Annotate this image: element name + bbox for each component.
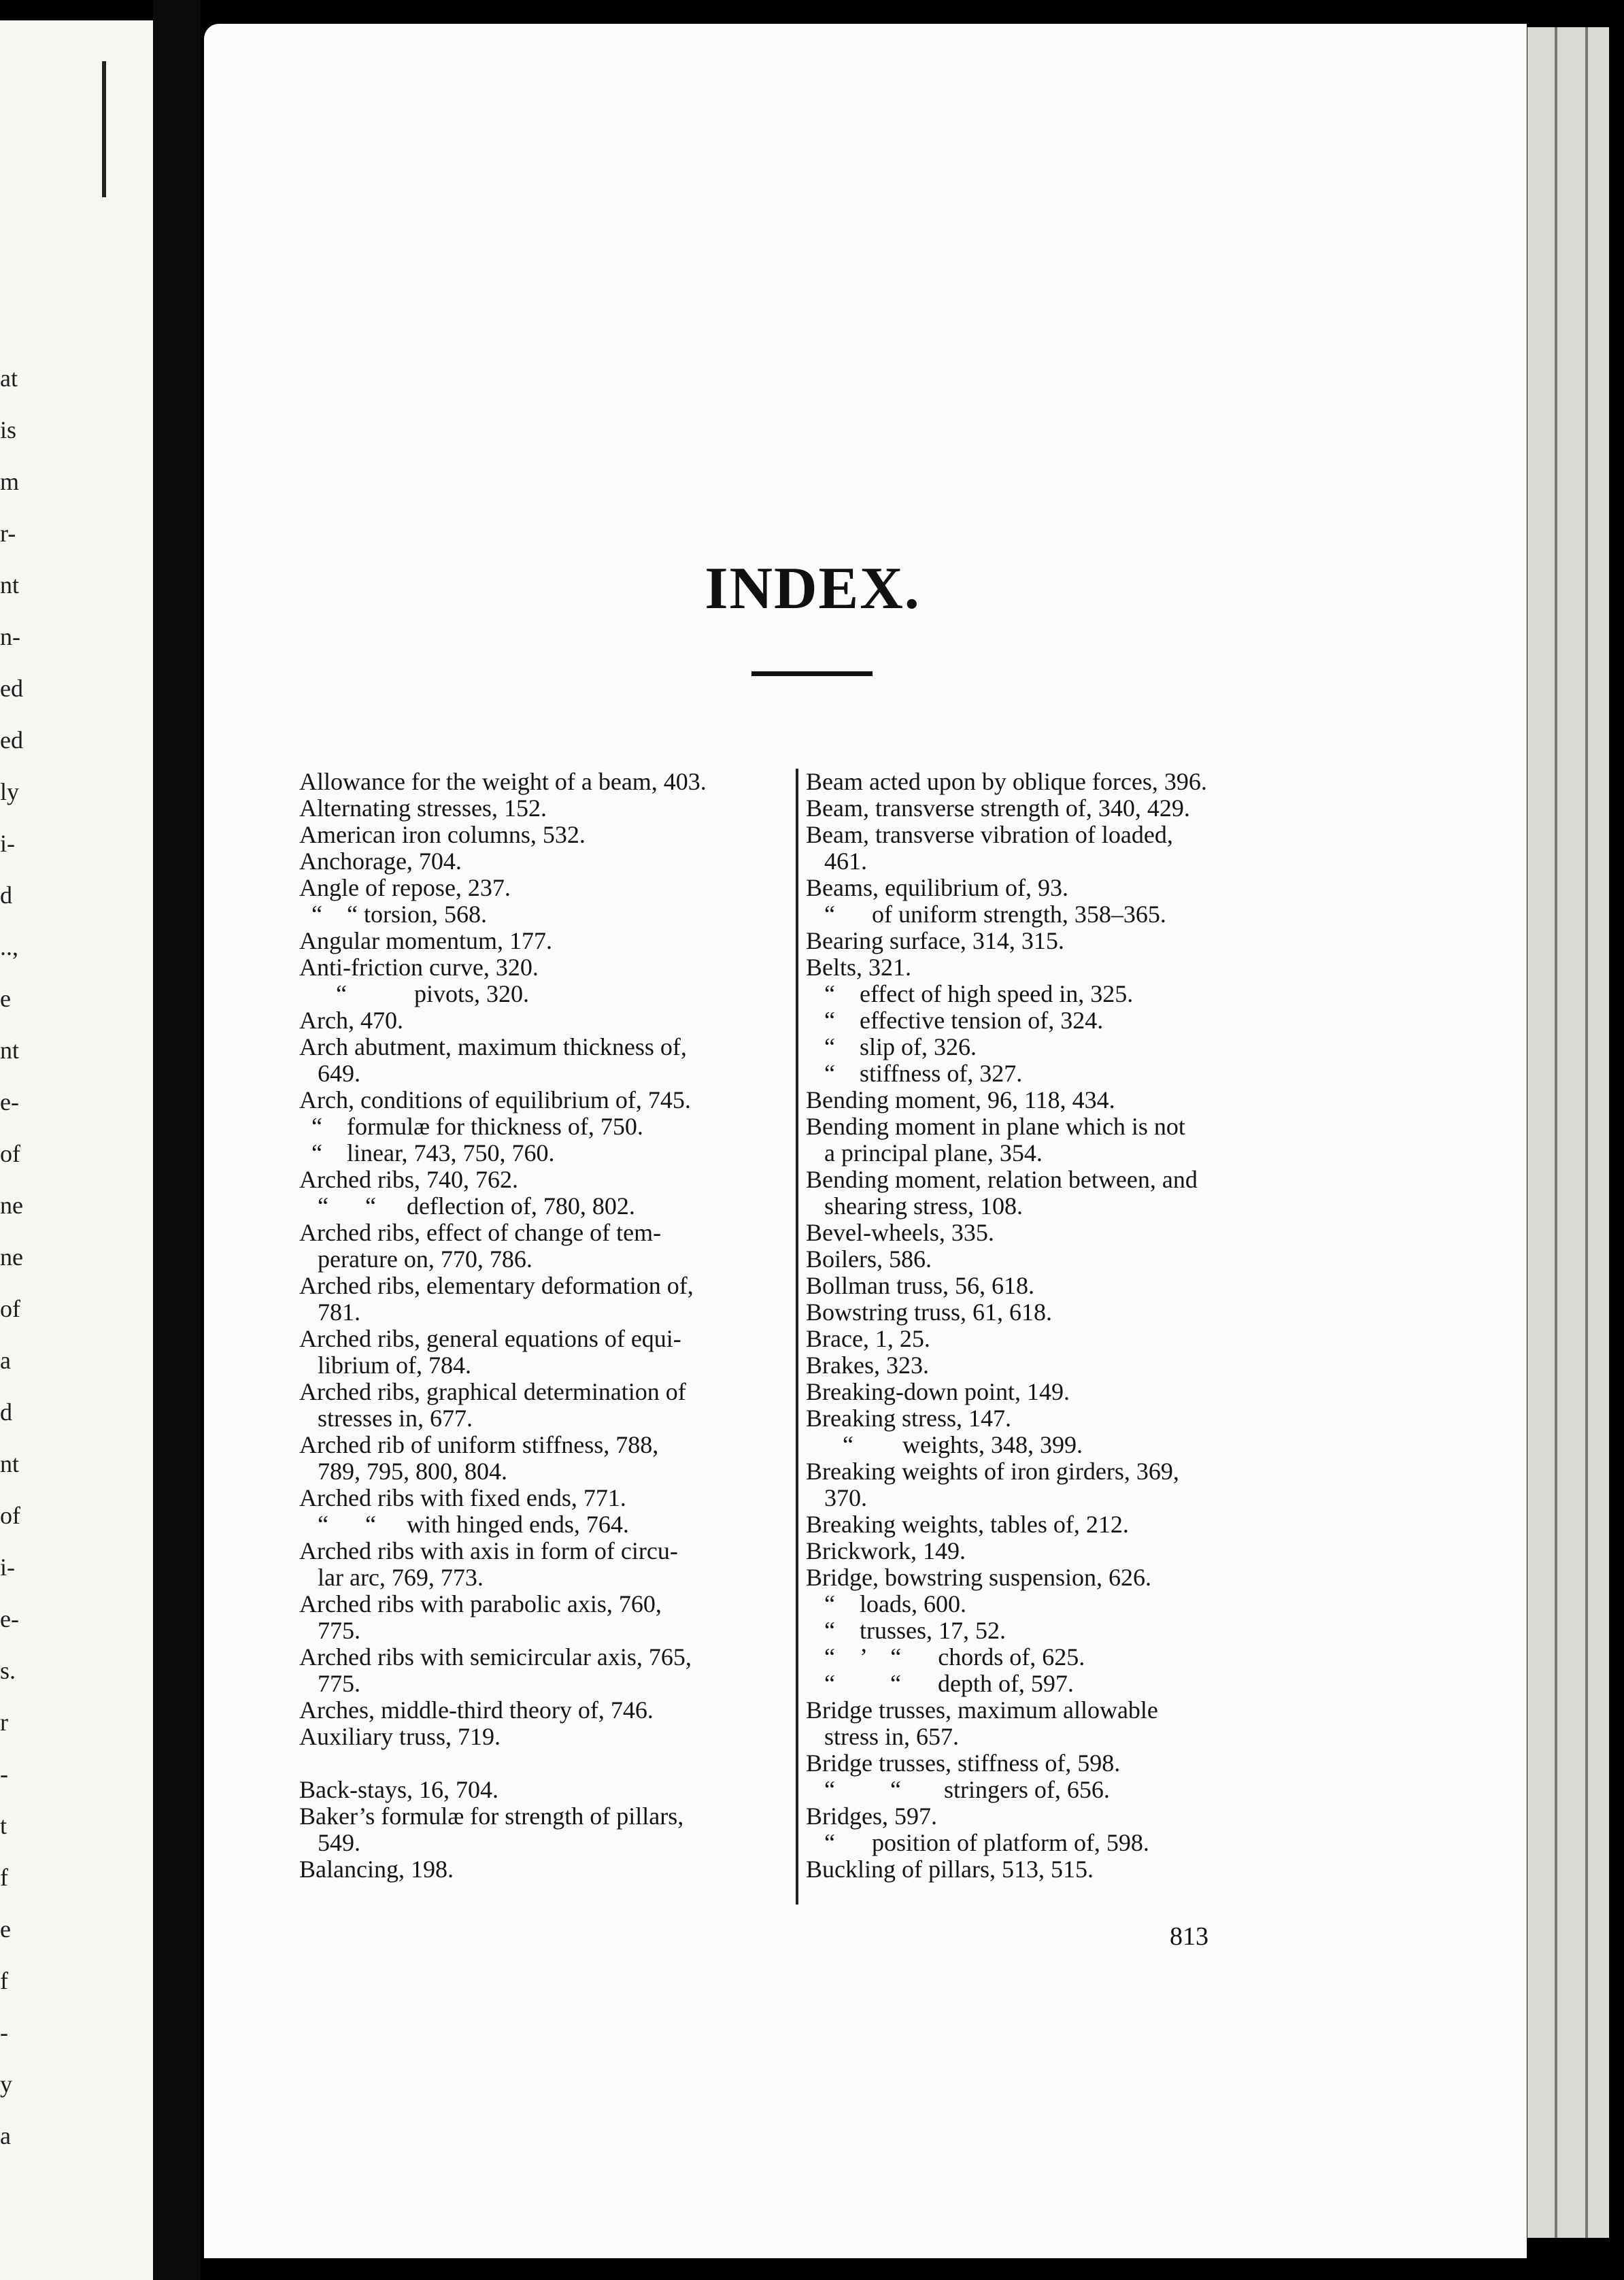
index-entry: Arched ribs with semicircular axis, 765, <box>299 1643 692 1671</box>
facing-page-fragment: ed <box>0 675 23 702</box>
page-stack-edge <box>1523 27 1609 2238</box>
index-entry: Brace, 1, 25. <box>806 1325 930 1352</box>
facing-page-fragment: of <box>0 1502 20 1529</box>
page-number: 813 <box>1170 1922 1208 1951</box>
facing-page-fragment: of <box>0 1140 20 1167</box>
index-entry: Breaking weights of iron girders, 369, <box>806 1458 1179 1485</box>
index-entry: librium of, 784. <box>299 1352 471 1379</box>
facing-page-fragment: i- <box>0 830 15 857</box>
index-column-right <box>806 769 1513 1883</box>
column-divider <box>796 769 798 1905</box>
facing-page-fragment: e- <box>0 1605 19 1632</box>
index-entry: 649. <box>299 1060 360 1087</box>
index-entry: Arched ribs, elementary deformation of, <box>299 1272 694 1299</box>
index-entry: Arch, 470. <box>299 1007 403 1034</box>
index-entry: Arched rib of uniform stiffness, 788, <box>299 1431 659 1458</box>
index-entry: “ ’ “ chords of, 625. <box>806 1643 1085 1671</box>
index-entry: Beam, transverse strength of, 340, 429. <box>806 794 1190 822</box>
page-stack-line <box>1585 27 1588 2238</box>
index-entry: Bridges, 597. <box>806 1803 937 1830</box>
index-entry: “ “ stringers of, 656. <box>806 1776 1110 1803</box>
index-entry: Anchorage, 704. <box>299 848 462 875</box>
index-entry: perature on, 770, 786. <box>299 1245 532 1273</box>
index-entry: 775. <box>299 1670 360 1697</box>
facing-page-fragment: m <box>0 468 20 495</box>
index-entry: Belts, 321. <box>806 954 912 981</box>
index-entry: lar arc, 769, 773. <box>299 1564 484 1591</box>
index-entry: Bowstring truss, 61, 618. <box>806 1298 1053 1326</box>
index-entry: “ pivots, 320. <box>299 980 529 1007</box>
index-entry: stresses in, 677. <box>299 1405 473 1432</box>
index-entry: Breaking stress, 147. <box>806 1405 1011 1432</box>
index-entry: Balancing, 198. <box>299 1856 454 1883</box>
facing-page-fragment: - <box>0 2019 8 2046</box>
index-entry: “ position of platform of, 598. <box>806 1829 1149 1856</box>
index-entry: “ of uniform strength, 358–365. <box>806 901 1166 928</box>
index-entry: “ “ torsion, 568. <box>299 901 487 928</box>
facing-page-text-fragments <box>0 20 153 2265</box>
index-entry: Allowance for the weight of a beam, 403. <box>299 768 707 795</box>
index-entry: “ slip of, 326. <box>806 1033 977 1060</box>
facing-page-fragment: .., <box>0 933 18 960</box>
index-entry: Beam, transverse vibration of loaded, <box>806 821 1173 848</box>
facing-page-fragment: is <box>0 416 17 443</box>
index-entry: a principal plane, 354. <box>806 1139 1043 1167</box>
index-entry: Arched ribs, 740, 762. <box>299 1166 518 1193</box>
index-entry: 775. <box>299 1617 360 1644</box>
facing-page-fragment: e <box>0 985 11 1012</box>
index-entry: stress in, 657. <box>806 1723 959 1750</box>
facing-page-fragment: a <box>0 1347 11 1374</box>
facing-page-fragment: f <box>0 1864 8 1891</box>
index-entry: 549. <box>299 1829 360 1856</box>
index-entry: Boilers, 586. <box>806 1245 932 1273</box>
book-gutter <box>153 0 201 2280</box>
facing-page-fragment: ne <box>0 1192 23 1219</box>
index-entry: Bridge trusses, maximum allowable <box>806 1696 1158 1724</box>
index-entry: Angular momentum, 177. <box>299 927 552 954</box>
facing-page-fragment: i- <box>0 1554 15 1581</box>
index-entry: “ “ deflection of, 780, 802. <box>299 1192 635 1220</box>
facing-page-fragment: y <box>0 2071 12 2098</box>
index-entry: 789, 795, 800, 804. <box>299 1458 507 1485</box>
index-entry: “ weights, 348, 399. <box>806 1431 1083 1458</box>
facing-page-fragment: t <box>0 1812 7 1839</box>
index-entry: Back-stays, 16, 704. <box>299 1776 498 1803</box>
index-entry: “ stiffness of, 327. <box>806 1060 1023 1087</box>
facing-page-fragment: a <box>0 2122 11 2149</box>
index-entry: American iron columns, 532. <box>299 821 586 848</box>
index-entry: 781. <box>299 1298 360 1326</box>
index-entry: “ effective tension of, 324. <box>806 1007 1104 1034</box>
index-entry: Arched ribs with fixed ends, 771. <box>299 1484 626 1511</box>
facing-page-fragment: e- <box>0 1088 19 1116</box>
facing-page-fragment: r <box>0 1709 8 1736</box>
index-entry: Arched ribs with axis in form of circu- <box>299 1537 678 1564</box>
index-entry: Arches, middle-third theory of, 746. <box>299 1696 654 1724</box>
index-entry: Buckling of pillars, 513, 515. <box>806 1856 1094 1883</box>
facing-page-fragment: e <box>0 1915 11 1943</box>
index-page <box>204 24 1527 2258</box>
index-entry: Alternating stresses, 152. <box>299 794 547 822</box>
index-entry: Arched ribs, general equations of equi- <box>299 1325 681 1352</box>
index-entry: Arched ribs with parabolic axis, 760, <box>299 1590 662 1617</box>
index-entry: “ loads, 600. <box>806 1590 966 1617</box>
index-entry: Arched ribs, effect of change of tem- <box>299 1219 662 1246</box>
index-entry: Bridge trusses, stiffness of, 598. <box>806 1749 1121 1777</box>
index-entry: Breaking-down point, 149. <box>806 1378 1070 1405</box>
index-entry: Bollman truss, 56, 618. <box>806 1272 1035 1299</box>
index-entry: Breaking weights, tables of, 212. <box>806 1511 1129 1538</box>
index-entry: Bearing surface, 314, 315. <box>806 927 1064 954</box>
page-title: INDEX. <box>705 556 921 622</box>
index-entry: Bending moment, relation between, and <box>806 1166 1198 1193</box>
index-entry: Angle of repose, 237. <box>299 874 511 901</box>
index-entry: “ trusses, 17, 52. <box>806 1617 1006 1644</box>
facing-page-fragment: at <box>0 365 18 392</box>
index-entry: “ linear, 743, 750, 760. <box>299 1139 555 1167</box>
index-entry: shearing stress, 108. <box>806 1192 1023 1220</box>
facing-page-fragment: ne <box>0 1243 23 1271</box>
facing-page-fragment: r- <box>0 520 16 547</box>
facing-page-fragment: nt <box>0 571 20 599</box>
facing-page-fragment: ed <box>0 726 23 754</box>
facing-page-fragment: of <box>0 1295 20 1322</box>
index-entry: Beam acted upon by oblique forces, 396. <box>806 768 1207 795</box>
facing-page-fragment: d <box>0 882 12 909</box>
index-entry: Brakes, 323. <box>806 1352 929 1379</box>
index-entry: Auxiliary truss, 719. <box>299 1723 501 1750</box>
index-entry: Bridge, bowstring suspension, 626. <box>806 1564 1151 1591</box>
index-entry: Brickwork, 149. <box>806 1537 966 1564</box>
facing-page-fragment: f <box>0 1967 8 1994</box>
index-entry: “ effect of high speed in, 325. <box>806 980 1134 1007</box>
facing-page-fragment: d <box>0 1398 12 1426</box>
index-entry: 370. <box>806 1484 867 1511</box>
title-rule <box>751 671 873 676</box>
facing-page-fragment: s. <box>0 1657 16 1684</box>
facing-page-edge <box>0 20 153 2280</box>
facing-page-fragment: - <box>0 1760 8 1788</box>
page-stack-line <box>1555 27 1557 2238</box>
index-entry: Bevel-wheels, 335. <box>806 1219 994 1246</box>
facing-page-fragment: n- <box>0 623 20 650</box>
index-entry: Baker’s formulæ for strength of pillars, <box>299 1803 684 1830</box>
facing-page-fragment: nt <box>0 1450 20 1477</box>
facing-page-fragment: nt <box>0 1037 20 1064</box>
index-entry: Arch, conditions of equilibrium of, 745. <box>299 1086 691 1113</box>
index-entry: Bending moment in plane which is not <box>806 1113 1185 1140</box>
index-entry: Arch abutment, maximum thickness of, <box>299 1033 687 1060</box>
index-entry: Beams, equilibrium of, 93. <box>806 874 1068 901</box>
index-entry: “ formulæ for thickness of, 750. <box>299 1113 643 1140</box>
facing-page-fragment: ly <box>0 778 20 805</box>
index-entry: “ “ depth of, 597. <box>806 1670 1074 1697</box>
index-entry: “ “ with hinged ends, 764. <box>299 1511 629 1538</box>
index-entry: 461. <box>806 848 867 875</box>
index-entry: Arched ribs, graphical determination of <box>299 1378 686 1405</box>
index-entry: Bending moment, 96, 118, 434. <box>806 1086 1115 1113</box>
index-entry: Anti-friction curve, 320. <box>299 954 539 981</box>
